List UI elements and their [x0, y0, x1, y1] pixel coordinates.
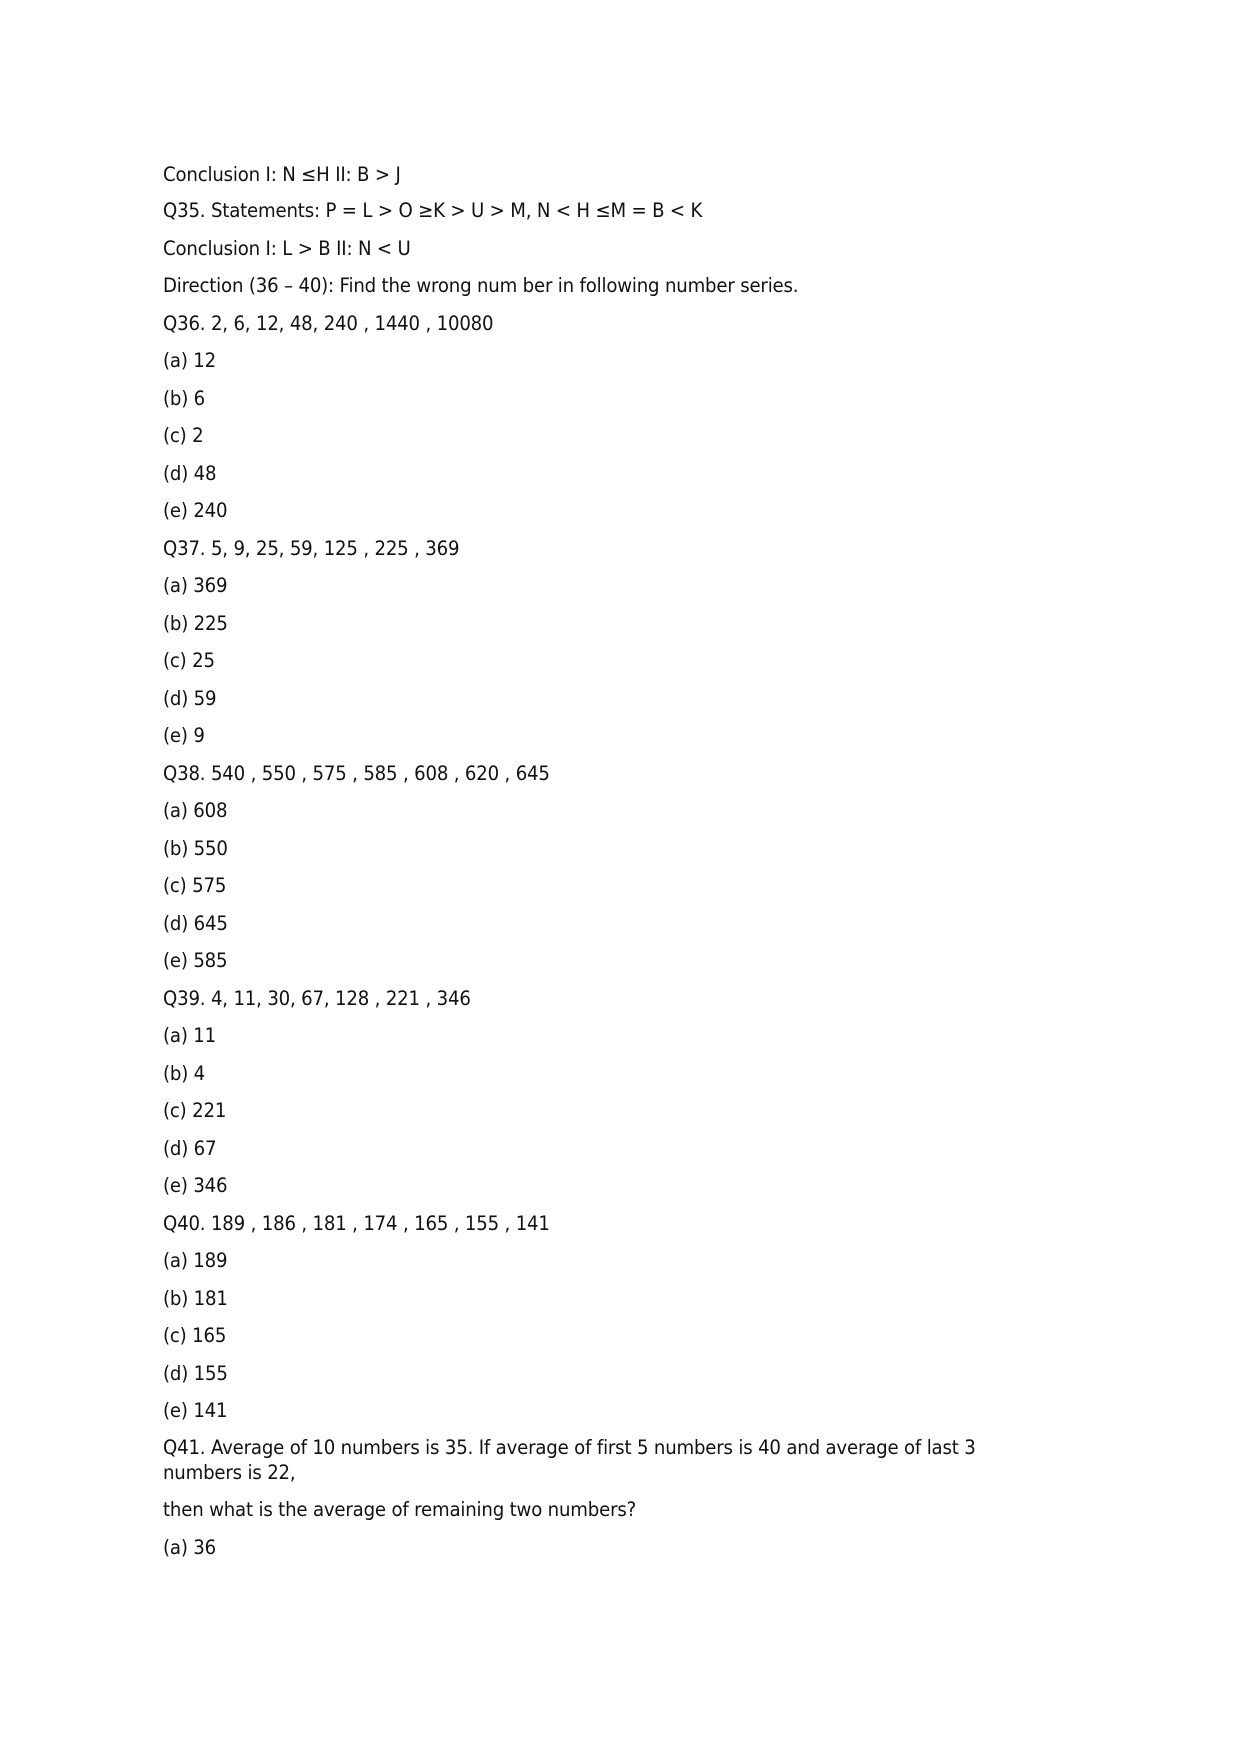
option-q39-e: (e) 346	[163, 1174, 228, 1197]
question-q38: Q38. 540 , 550 , 575 , 585 , 608 , 620 , 645	[163, 762, 550, 785]
option-q37-d: (d) 59	[163, 687, 217, 710]
option-q38-d: (d) 645	[163, 912, 228, 935]
option-q36-e: (e) 240	[163, 499, 228, 522]
option-q38-e: (e) 585	[163, 949, 228, 972]
option-q37-c: (c) 25	[163, 649, 215, 672]
option-q36-b: (b) 6	[163, 387, 206, 410]
question-q36: Q36. 2, 6, 12, 48, 240 , 1440 , 10080	[163, 312, 494, 335]
option-q39-d: (d) 67	[163, 1137, 217, 1160]
option-q37-e: (e) 9	[163, 724, 205, 747]
option-q40-d: (d) 155	[163, 1362, 228, 1385]
option-q38-a: (a) 608	[163, 799, 228, 822]
option-q36-a: (a) 12	[163, 349, 216, 372]
option-q39-c: (c) 221	[163, 1099, 227, 1122]
option-q38-b: (b) 550	[163, 837, 228, 860]
question-q35-statement: Q35. Statements: P = L > O ≥K > U > M, N < H ≤M = B < K	[163, 199, 703, 222]
option-q40-e: (e) 141	[163, 1399, 228, 1422]
direction-36-40: Direction (36 – 40): Find the wrong num ber in following number series.	[163, 274, 799, 297]
option-q38-c: (c) 575	[163, 874, 227, 897]
option-q41-a: (a) 36	[163, 1536, 216, 1559]
conclusion-q34: Conclusion I: N ≤H II: B > J	[163, 163, 401, 186]
question-q37: Q37. 5, 9, 25, 59, 125 , 225 , 369	[163, 537, 460, 560]
option-q39-b: (b) 4	[163, 1062, 206, 1085]
option-q39-a: (a) 11	[163, 1024, 216, 1047]
option-q36-c: (c) 2	[163, 424, 204, 447]
question-q40: Q40. 189 , 186 , 181 , 174 , 165 , 155 , 141	[163, 1212, 550, 1235]
question-q39: Q39. 4, 11, 30, 67, 128 , 221 , 346	[163, 987, 471, 1010]
question-q41-continued: then what is the average of remaining two numbers?	[163, 1498, 637, 1521]
option-q40-b: (b) 181	[163, 1287, 228, 1310]
option-q37-a: (a) 369	[163, 574, 228, 597]
option-q37-b: (b) 225	[163, 612, 228, 635]
conclusion-q35: Conclusion I: L > B II: N < U	[163, 237, 411, 260]
question-q41: Q41. Average of 10 numbers is 35. If average of first 5 numbers is 40 and average of last 3 numbers is 22,	[163, 1436, 976, 1484]
option-q36-d: (d) 48	[163, 462, 217, 485]
option-q40-c: (c) 165	[163, 1324, 227, 1347]
option-q40-a: (a) 189	[163, 1249, 228, 1272]
